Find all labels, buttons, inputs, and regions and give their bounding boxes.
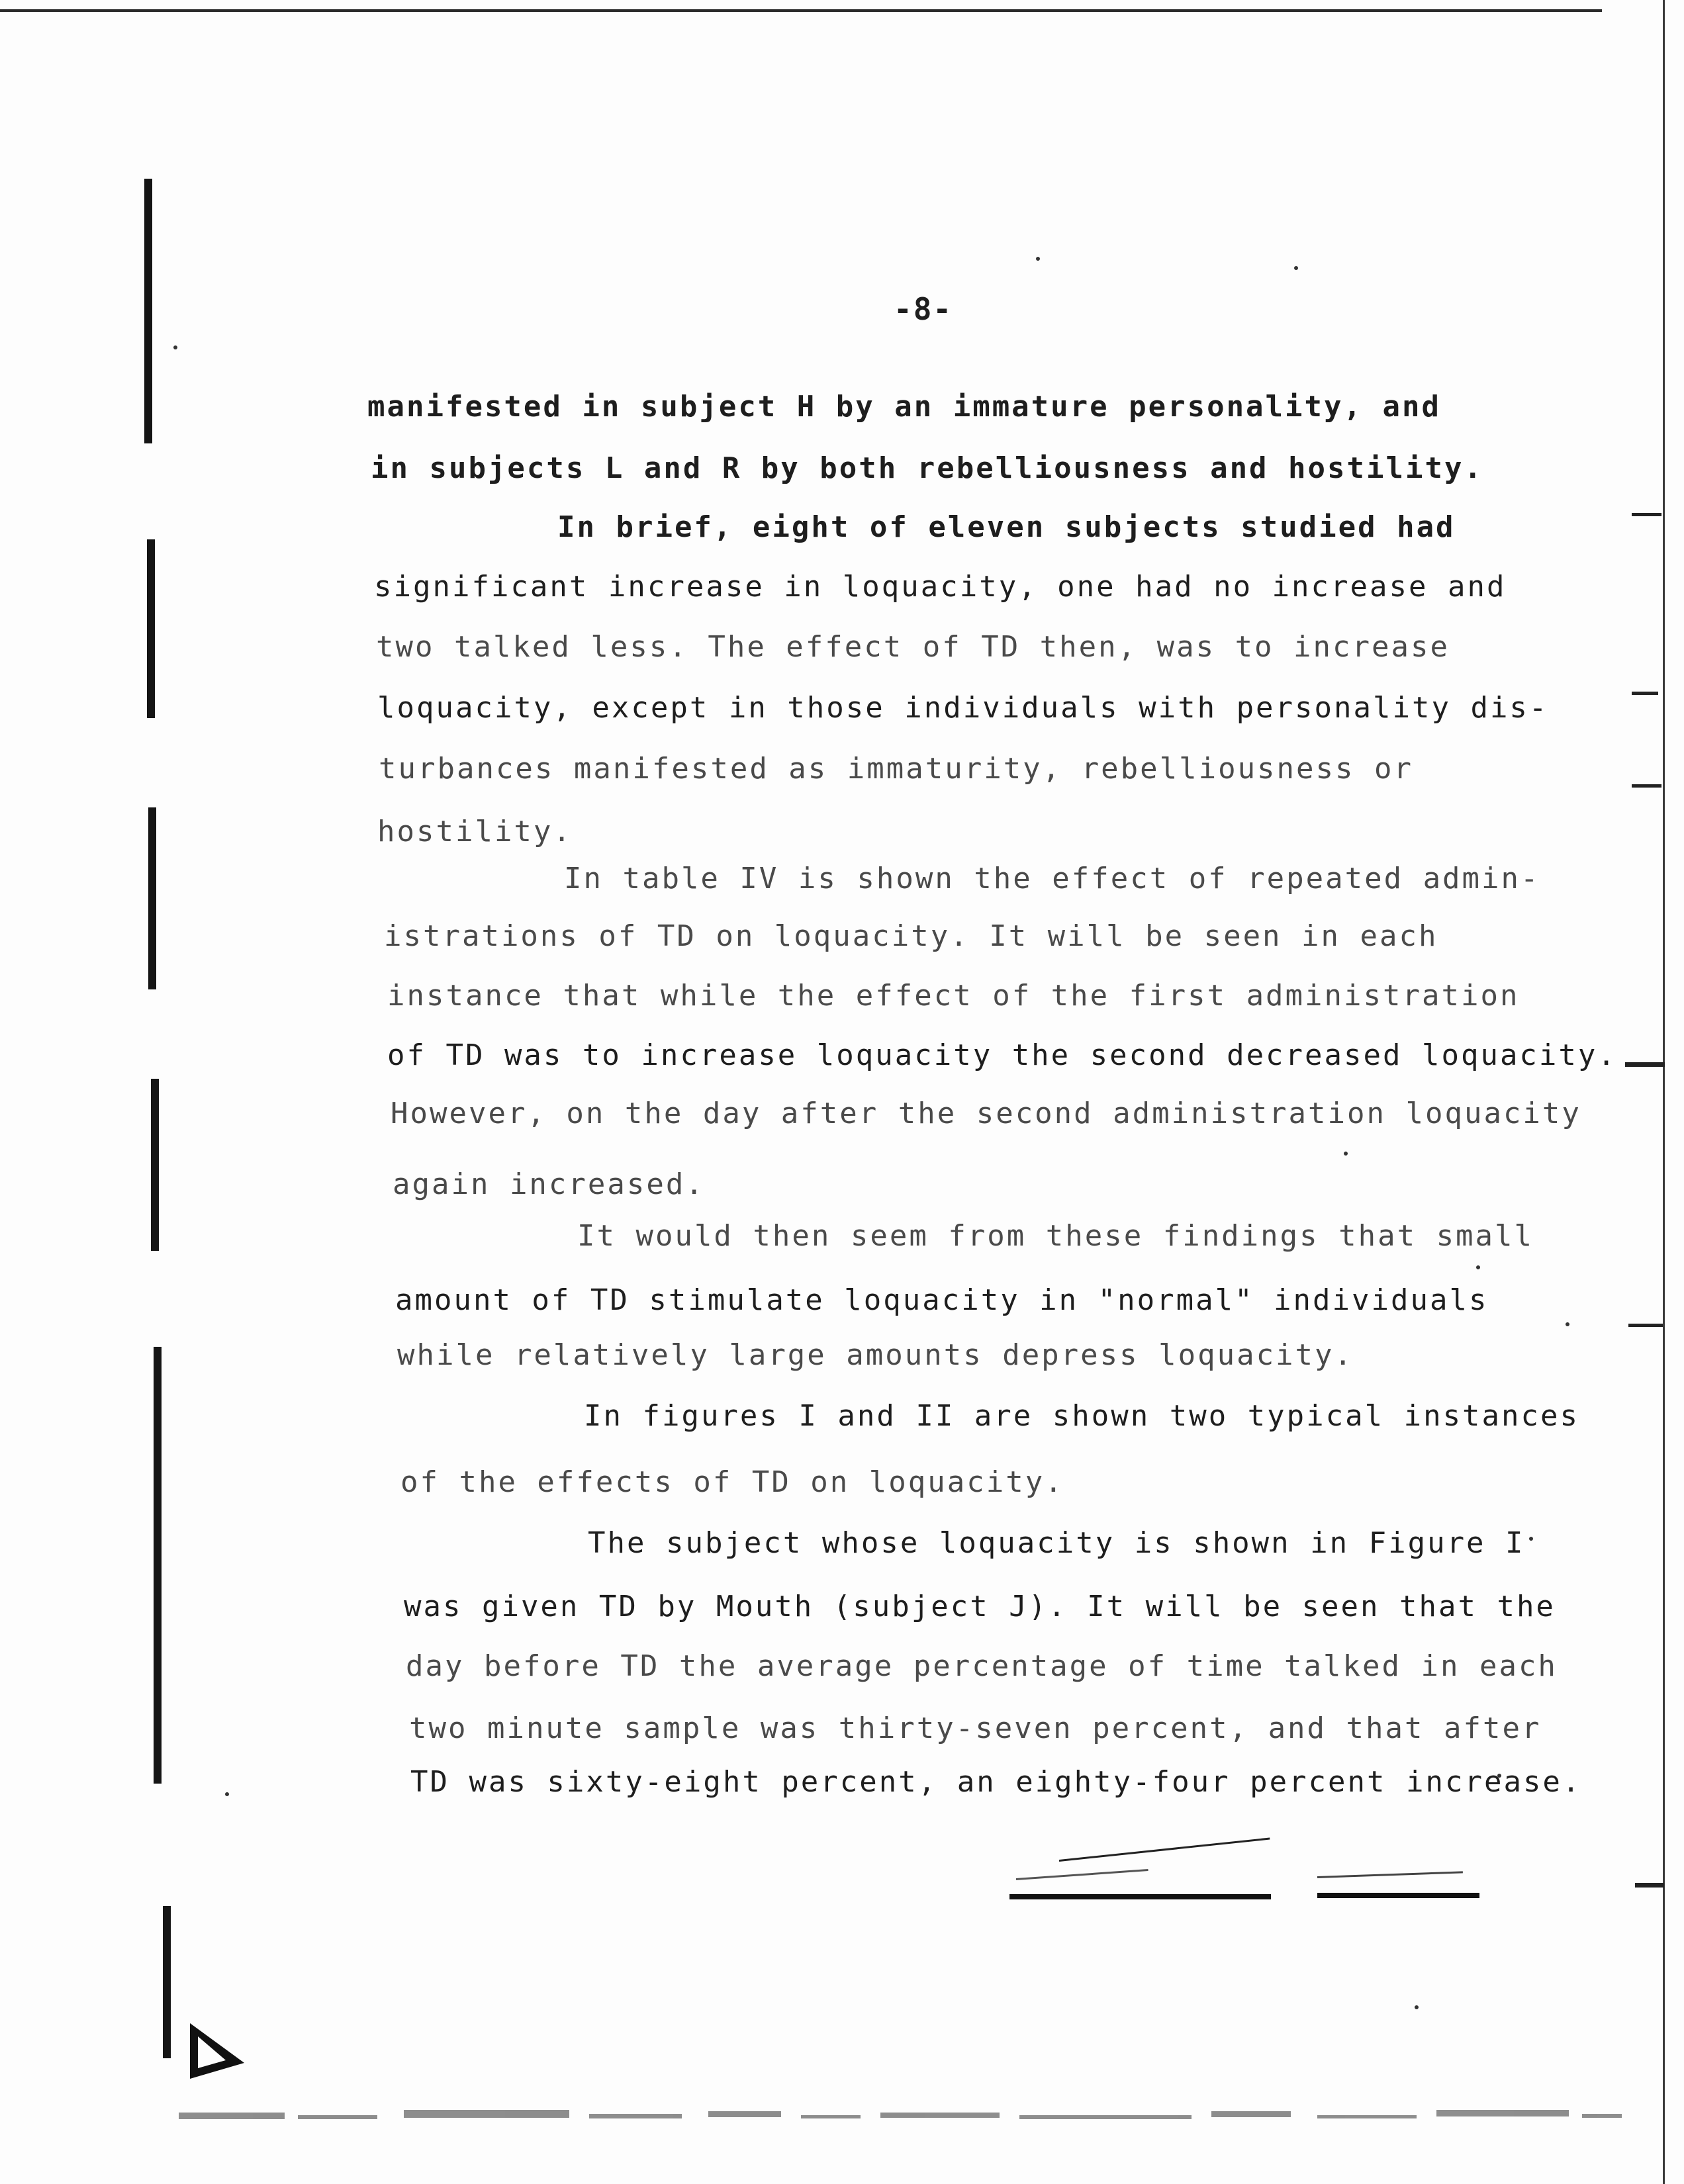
text-line: amount of TD stimulate loquacity in "normal" individuals (395, 1283, 1489, 1317)
text-line: In brief, eight of eleven subjects studied had (557, 510, 1456, 544)
text-line: istrations of TD on loquacity. It will be seen in each (384, 919, 1438, 953)
text-line: of TD was to increase loquacity the second decreased loquacity. (387, 1038, 1617, 1072)
text-line: was given TD by Mouth (subject J). It will be seen that the (404, 1590, 1556, 1623)
speck (1476, 1265, 1480, 1269)
text-line: loquacity, except in those individuals with personality dis- (377, 691, 1549, 725)
margin-bar (147, 539, 155, 718)
text-line: turbances manifested as immaturity, rebelliousness or (379, 752, 1413, 786)
top-border-rule (0, 9, 1602, 12)
signature-scribble (1059, 1838, 1270, 1862)
margin-tick (1632, 692, 1658, 695)
text-line: while relatively large amounts depress loquacity. (397, 1338, 1354, 1372)
text-line: of the effects of TD on loquacity. (400, 1465, 1064, 1499)
speck (1344, 1152, 1348, 1156)
triangle-mark-icon (189, 2022, 248, 2081)
page-number: -8- (894, 291, 953, 327)
margin-bar (163, 1906, 171, 2058)
speck (225, 1792, 229, 1796)
text-line: hostility. (377, 815, 573, 848)
margin-bar (151, 1079, 159, 1251)
text-line: significant increase in loquacity, one had no increase and (374, 570, 1507, 604)
text-line: manifested in subject H by an immature personality, and (367, 390, 1441, 424)
text-line: However, on the day after the second administration loquacity (391, 1097, 1581, 1130)
date-scribble (1317, 1871, 1463, 1878)
text-line: again increased. (393, 1167, 705, 1201)
scan-noise-strip (165, 2098, 1635, 2138)
text-line: two minute sample was thirty-seven percent, and that after (409, 1711, 1542, 1745)
text-line: In figures I and II are shown two typical instances (584, 1399, 1580, 1433)
text-line: It would then seem from these findings that small (577, 1219, 1534, 1253)
text-line: In table IV is shown the effect of repeated admin- (564, 862, 1540, 895)
margin-bar (154, 1347, 162, 1784)
margin-bar (148, 807, 156, 989)
text-line: day before TD the average percentage of time talked in each (406, 1649, 1558, 1683)
speck (1566, 1322, 1569, 1326)
speck (1415, 2005, 1419, 2009)
signature-scribble (1016, 1869, 1148, 1880)
speck (1294, 266, 1298, 270)
text-line: in subjects L and R by both rebelliousness and hostility. (371, 451, 1483, 485)
date-underline (1317, 1893, 1479, 1898)
speck (173, 345, 177, 349)
speck (1036, 257, 1040, 261)
text-line: TD was sixty-eight percent, an eighty-four percent increase. (410, 1765, 1582, 1799)
margin-tick (1632, 513, 1661, 516)
speck (1529, 1537, 1533, 1541)
margin-tick (1628, 1324, 1663, 1327)
text-line: The subject whose loquacity is shown in Figure I (588, 1526, 1525, 1560)
margin-tick (1635, 1883, 1664, 1888)
text-line: instance that while the effect of the first administration (387, 979, 1520, 1013)
margin-tick (1632, 784, 1661, 788)
margin-bar (144, 179, 152, 443)
margin-tick (1625, 1062, 1665, 1067)
text-line: two talked less. The effect of TD then, was to increase (376, 630, 1450, 664)
signature-underline (1009, 1894, 1271, 1899)
right-page-edge (1663, 0, 1665, 2184)
